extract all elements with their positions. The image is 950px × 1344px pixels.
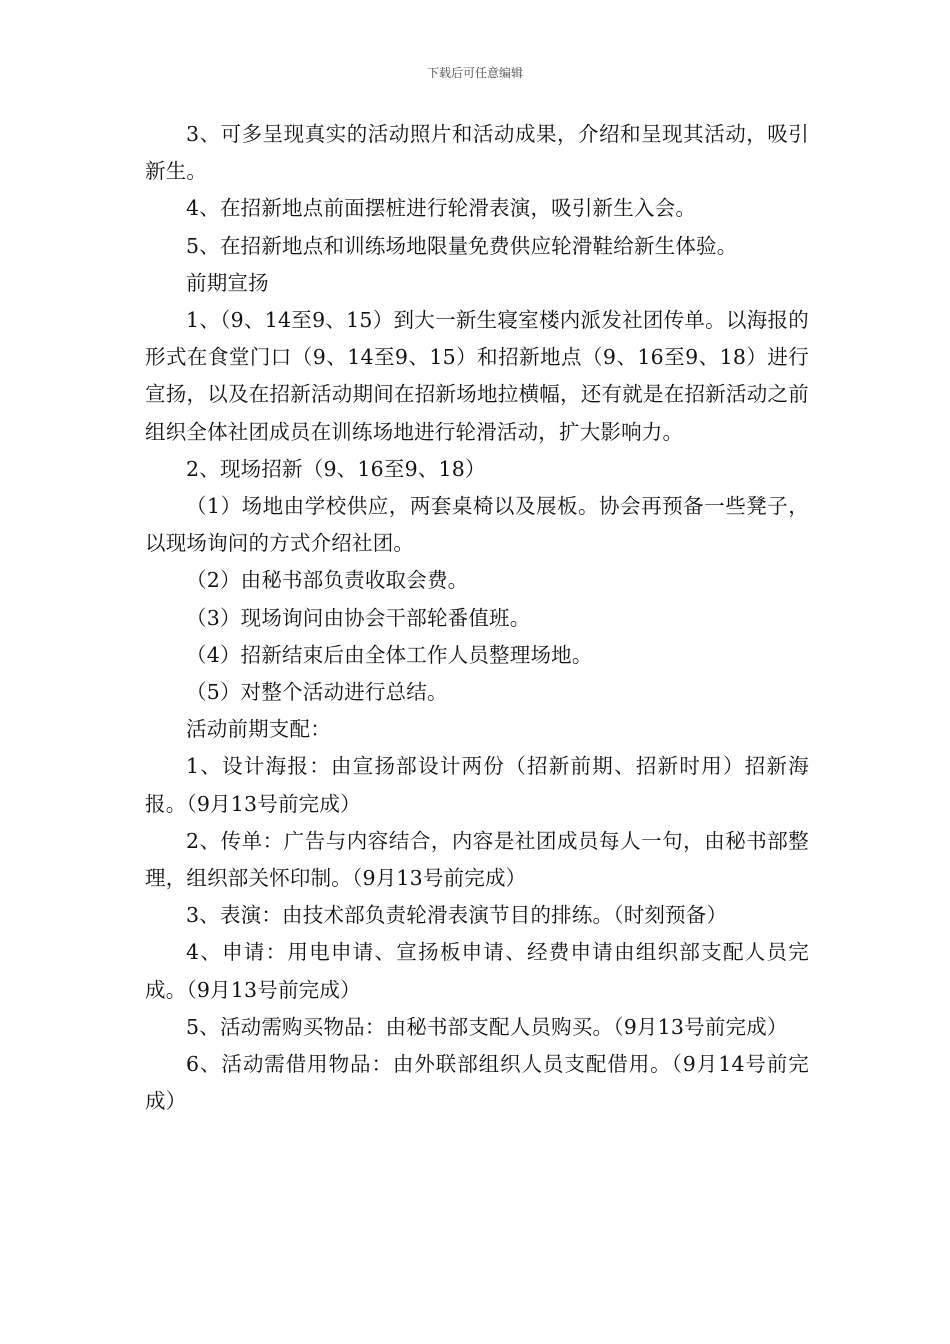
paragraph-sub-5: （5）对整个活动进行总结。 xyxy=(186,680,448,705)
paragraph-arrangement-5: 5、活动需购买物品：由秘书部支配人员购买。（9月13号前完成） xyxy=(186,1014,788,1039)
paragraph-arrangement-3: 3、表演：由技术部负责轮滑表演节目的排练。（时刻预备） xyxy=(186,903,728,928)
paragraph-arrangement-4: 4、申请：用电申请、宣扬板申请、经费申请由组织部支配人员完成。（9月13号前完成） xyxy=(145,940,809,1002)
paragraph-sub-2: （2）由秘书部负责收取会费。 xyxy=(186,568,469,593)
paragraph-item-4: 4、在招新地点前面摆桩进行轮滑表演，吸引新生入会。 xyxy=(186,196,697,221)
paragraph-onsite-recruitment: 2、现场招新（9、16至9、18） xyxy=(186,456,486,481)
page-header: 下载后可任意编辑 xyxy=(426,66,523,80)
paragraph-arrangement-6: 6、活动需借用物品：由外联部组织人员支配借用。（9月14号前完成） xyxy=(145,1052,809,1114)
paragraph-publicity-1: 1、（9、14至9、15）到大一新生寝室楼内派发社团传单。以海报的形式在食堂门口（9、14至9、15）和招新地点（9、16至9、18）进行宣扬，以及在招新活动期间在招新场地拉横幅，还有就是在招新活动之前组织全体社团成员在训练场地进行轮滑活动，扩大影响力。 xyxy=(145,308,809,444)
paragraph-sub-1: （1）场地由学校供应，两套桌椅以及展板。协会再预备一些凳子，以现场询问的方式介绍社团。 xyxy=(145,494,809,556)
paragraph-arrangement-2: 2、传单：广告与内容结合，内容是社团成员每人一句，由秘书部整理，组织部关怀印制。（9月13号前完成） xyxy=(145,828,809,891)
paragraph-item-3: 3、可多呈现真实的活动照片和活动成果，介绍和呈现其活动，吸引新生。 xyxy=(145,122,809,184)
section-heading-arrangement: 活动前期支配： xyxy=(186,717,331,742)
paragraph-item-5: 5、在招新地点和训练场地限量免费供应轮滑鞋给新生体验。 xyxy=(186,233,738,258)
paragraph-sub-3: （3）现场询问由协会干部轮番值班。 xyxy=(186,605,531,630)
paragraph-arrangement-1: 1、设计海报：由宣扬部设计两份（招新前期、招新时用）招新海报。（9月13号前完成） xyxy=(145,754,809,816)
section-heading-publicity: 前期宣扬 xyxy=(186,270,269,295)
paragraph-sub-4: （4）招新结束后由全体工作人员整理场地。 xyxy=(186,642,593,667)
document-body xyxy=(145,116,809,1120)
